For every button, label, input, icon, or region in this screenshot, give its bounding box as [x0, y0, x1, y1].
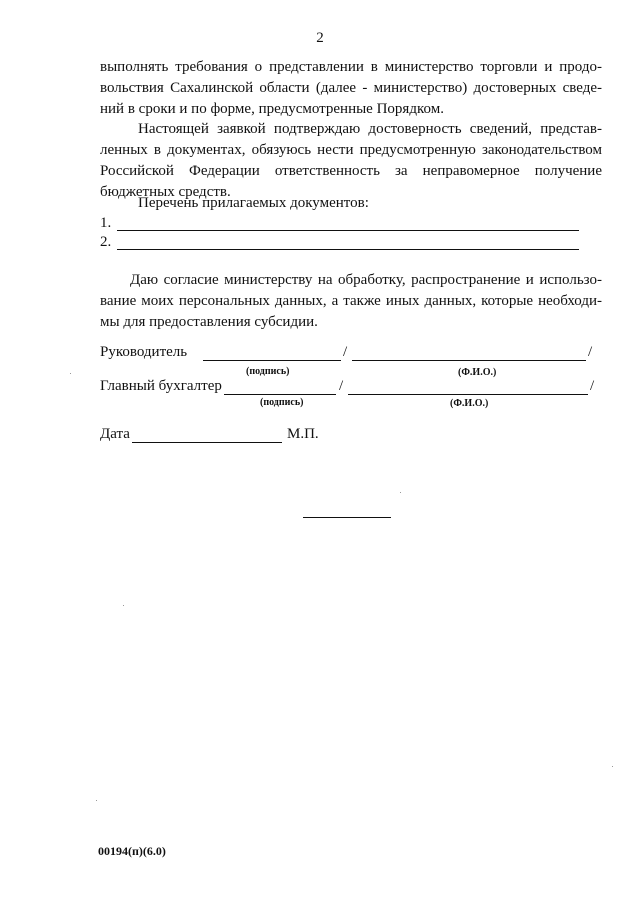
date-label: Дата [100, 426, 130, 442]
head-name-caption: (Ф.И.О.) [458, 367, 497, 378]
attachments-heading: Перечень прилагаемых документов: [138, 195, 369, 211]
head-signature-caption: (подпись) [246, 366, 290, 377]
paragraph-1-line-1: выполнять требования о представлении в министерство торговли и продо- [100, 59, 602, 75]
scan-speck [70, 373, 71, 374]
document-code: 00194(п)(6.0) [98, 844, 166, 858]
accountant-slash-2: / [590, 378, 595, 394]
head-name-line [352, 360, 586, 361]
scan-speck [96, 800, 97, 801]
attachment-item-1-line [117, 230, 579, 231]
paragraph-2-line-4: бюджетных средств. [100, 184, 231, 200]
page-number: 2 [316, 30, 324, 46]
accountant-slash-1: / [339, 378, 344, 394]
consent-line-1 [100, 270, 602, 291]
head-slash-1: / [343, 344, 348, 360]
scan-speck [400, 492, 401, 493]
accountant-name-caption: (Ф.И.О.) [450, 398, 489, 409]
consent-line-2: вание моих персональных данных, а также иных данных, которые необходи- [100, 293, 602, 309]
paragraph-1-line-3: ний в сроки и по форме, предусмотренные Порядком. [100, 101, 444, 117]
end-separator [303, 517, 391, 518]
paragraph-2-line-1-text: Настоящей заявкой подтверждаю достоверность сведений, представ- [138, 121, 602, 137]
head-label: Руководитель [100, 344, 188, 360]
stamp-label: М.П. [287, 426, 319, 442]
attachment-item-2-line [117, 249, 579, 250]
attachment-item-2-number: 2. [100, 234, 112, 250]
paragraph-2-line-2: ленных в документах, обязуюсь нести предусмотренную законодательством [100, 142, 602, 158]
paragraph-2-line-1 [100, 119, 602, 140]
date-line [132, 442, 282, 443]
head-signature-line [203, 360, 341, 361]
accountant-signature-caption: (подпись) [260, 397, 304, 408]
accountant-name-line [348, 394, 588, 395]
consent-line-1-text: Даю согласие министерству на обработку, распространение и использо- [130, 272, 602, 288]
paragraph-2-line-3: Российской Федерации ответственность за неправомерное получение [100, 163, 602, 179]
accountant-label: Главный бухгалтер [100, 378, 222, 394]
paragraph-1-line-2: вольствия Сахалинской области (далее - министерство) достоверных сведе- [100, 80, 602, 96]
head-slash-2: / [588, 344, 593, 360]
attachment-item-1-number: 1. [100, 215, 112, 231]
scan-speck [123, 605, 124, 606]
accountant-signature-line [224, 394, 336, 395]
scan-speck [612, 766, 613, 767]
consent-line-3: мы для предоставления субсидии. [100, 314, 318, 330]
